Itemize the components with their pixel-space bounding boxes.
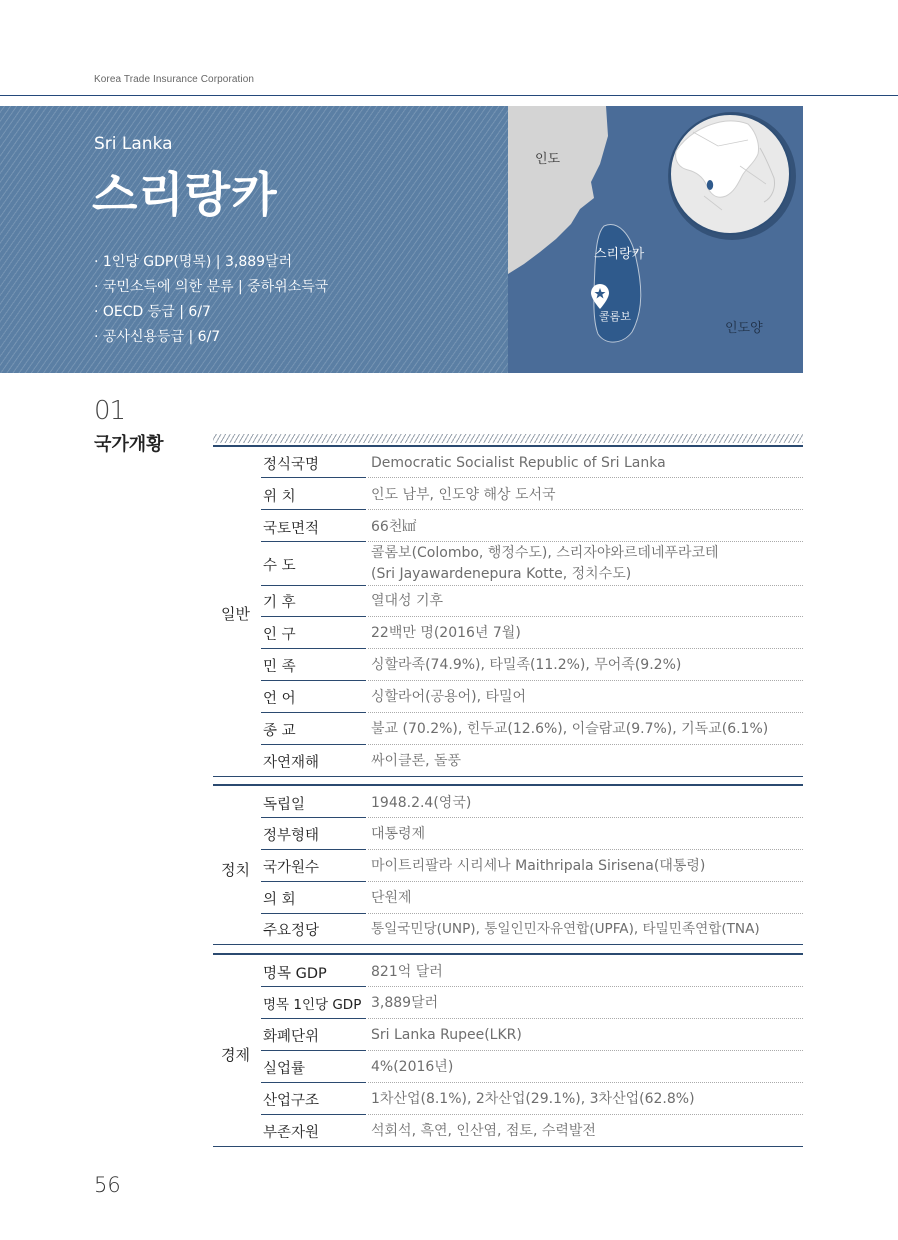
row-value: 66천㎢ (371, 519, 417, 535)
table-group-politics (213, 784, 803, 944)
table-group-general (213, 445, 803, 778)
indicator-income-class: · 국민소득에 의한 분류 | 중하위소득국 (94, 279, 329, 295)
row-label: 국토면적 (263, 521, 320, 537)
row-value: 3,889달러 (371, 995, 439, 1011)
row-dotted-rule (368, 680, 803, 681)
row-value: 콜롬보(Colombo, 행정수도), 스리자야와르데네푸라코테 (371, 545, 719, 561)
row-rule (261, 509, 366, 510)
row-value: 마이트리팔라 시리세나 Maithripala Sirisena(대통령) (371, 858, 706, 874)
row-value: 1차산업(8.1%), 2차산업(29.1%), 3차산업(62.8%) (371, 1091, 695, 1107)
row-dotted-rule (368, 585, 803, 586)
indicator-gdp-per-capita: · 1인당 GDP(명목) | 3,889달러 (94, 254, 293, 270)
row-value: 인도 남부, 인도양 해상 도서국 (371, 487, 556, 503)
row-value: 4%(2016년) (371, 1059, 454, 1075)
row-rule (261, 648, 366, 649)
country-name-en: Sri Lanka (94, 134, 173, 154)
row-rule (261, 541, 366, 542)
row-dotted-rule (368, 1050, 803, 1051)
row-dotted-rule (368, 648, 803, 649)
row-value: 석회석, 흑연, 인산염, 점토, 수력발전 (371, 1123, 596, 1139)
row-rule (261, 913, 366, 914)
group-bottom-rule (213, 944, 803, 945)
row-label: 언 어 (263, 691, 296, 707)
row-dotted-rule (368, 1114, 803, 1115)
row-value: 대통령제 (371, 826, 426, 842)
map-label-srilanka: 스리랑카 (594, 247, 645, 262)
indicator-ksure-grade: · 공사신용등급 | 6/7 (94, 329, 221, 345)
page-number: 56 (94, 1173, 121, 1197)
running-header: Korea Trade Insurance Corporation (94, 74, 255, 85)
group-category: 일반 (221, 605, 250, 623)
row-dotted-rule (368, 541, 803, 542)
row-rule (261, 477, 366, 478)
row-label: 위 치 (263, 489, 296, 505)
row-value: 단원제 (371, 890, 412, 906)
row-value: 싱할라족(74.9%), 타밀족(11.2%), 무어족(9.2%) (371, 657, 682, 673)
row-value-line2: (Sri Jayawardenepura Kotte, 정치수도) (371, 566, 632, 582)
row-value: 22백만 명(2016년 7월) (371, 625, 521, 641)
row-rule (261, 1050, 366, 1051)
row-label: 기 후 (263, 595, 296, 611)
row-value: 싸이클론, 돌풍 (371, 753, 462, 769)
row-rule (261, 585, 366, 586)
row-label: 의 회 (263, 892, 296, 908)
row-label: 명목 1인당 GDP (263, 997, 362, 1013)
group-bottom-rule (213, 776, 803, 777)
row-rule (261, 712, 366, 713)
country-name-kr: 스리랑카 (92, 168, 278, 223)
row-dotted-rule (368, 986, 803, 987)
map-graphic (508, 106, 803, 373)
row-dotted-rule (368, 913, 803, 914)
location-map (508, 106, 803, 373)
row-label: 민 족 (263, 659, 296, 675)
row-rule (261, 680, 366, 681)
row-dotted-rule (368, 477, 803, 478)
row-rule (261, 986, 366, 987)
row-value: Sri Lanka Rupee(LKR) (371, 1027, 522, 1043)
row-label: 명목 GDP (263, 966, 327, 982)
row-label: 독립일 (263, 797, 306, 813)
row-label: 정식국명 (263, 457, 320, 473)
row-rule (261, 1114, 366, 1115)
row-label: 정부형태 (263, 828, 320, 844)
map-label-ocean: 인도양 (725, 321, 763, 336)
row-label: 인 구 (263, 627, 296, 643)
row-rule (261, 849, 366, 850)
row-rule (261, 616, 366, 617)
row-value: Democratic Socialist Republic of Sri Lanka (371, 455, 666, 471)
table-group-economy (213, 953, 803, 1148)
row-value: 싱할라어(공용어), 타밀어 (371, 689, 527, 705)
globe-inset (668, 112, 796, 240)
map-label-colombo: 콜롬보 (599, 310, 631, 323)
row-rule (261, 817, 366, 818)
group-category: 정치 (221, 861, 250, 879)
row-rule (261, 881, 366, 882)
row-dotted-rule (368, 1082, 803, 1083)
row-dotted-rule (368, 817, 803, 818)
row-value: 불교 (70.2%), 힌두교(12.6%), 이슬람교(9.7%), 기독교(6.1%) (371, 721, 769, 737)
row-dotted-rule (368, 1018, 803, 1019)
key-indicators (94, 250, 328, 350)
row-dotted-rule (368, 849, 803, 850)
row-dotted-rule (368, 744, 803, 745)
section-title: 국가개황 (94, 434, 164, 455)
row-label: 주요정당 (263, 923, 320, 939)
row-label: 수 도 (263, 558, 296, 574)
row-label: 화폐단위 (263, 1029, 320, 1045)
map-label-india: 인도 (535, 152, 561, 167)
row-label: 산업구조 (263, 1093, 320, 1109)
row-dotted-rule (368, 712, 803, 713)
row-label: 자연재해 (263, 755, 320, 771)
row-dotted-rule (368, 509, 803, 510)
section-hatch-bar (213, 434, 803, 443)
row-dotted-rule (368, 616, 803, 617)
row-value: 열대성 기후 (371, 593, 444, 609)
row-label: 종 교 (263, 723, 296, 739)
group-category: 경제 (221, 1046, 250, 1064)
group-top-rule (213, 784, 803, 786)
section-number: 01 (94, 396, 126, 426)
row-dotted-rule (368, 881, 803, 882)
group-bottom-rule (213, 1146, 803, 1147)
row-label: 부존자원 (263, 1125, 320, 1141)
header-rule (0, 95, 898, 96)
row-rule (261, 1018, 366, 1019)
row-value: 821억 달러 (371, 964, 443, 980)
row-label: 국가원수 (263, 860, 320, 876)
indicator-oecd-grade: · OECD 등급 | 6/7 (94, 304, 211, 320)
group-top-rule (213, 953, 803, 955)
group-top-rule (213, 445, 803, 447)
row-value: 통일국민당(UNP), 통일인민자유연합(UPFA), 타밀민족연합(TNA) (371, 921, 760, 937)
row-rule (261, 1082, 366, 1083)
row-label: 실업률 (263, 1061, 306, 1077)
row-value: 1948.2.4(영국) (371, 795, 472, 811)
row-rule (261, 744, 366, 745)
